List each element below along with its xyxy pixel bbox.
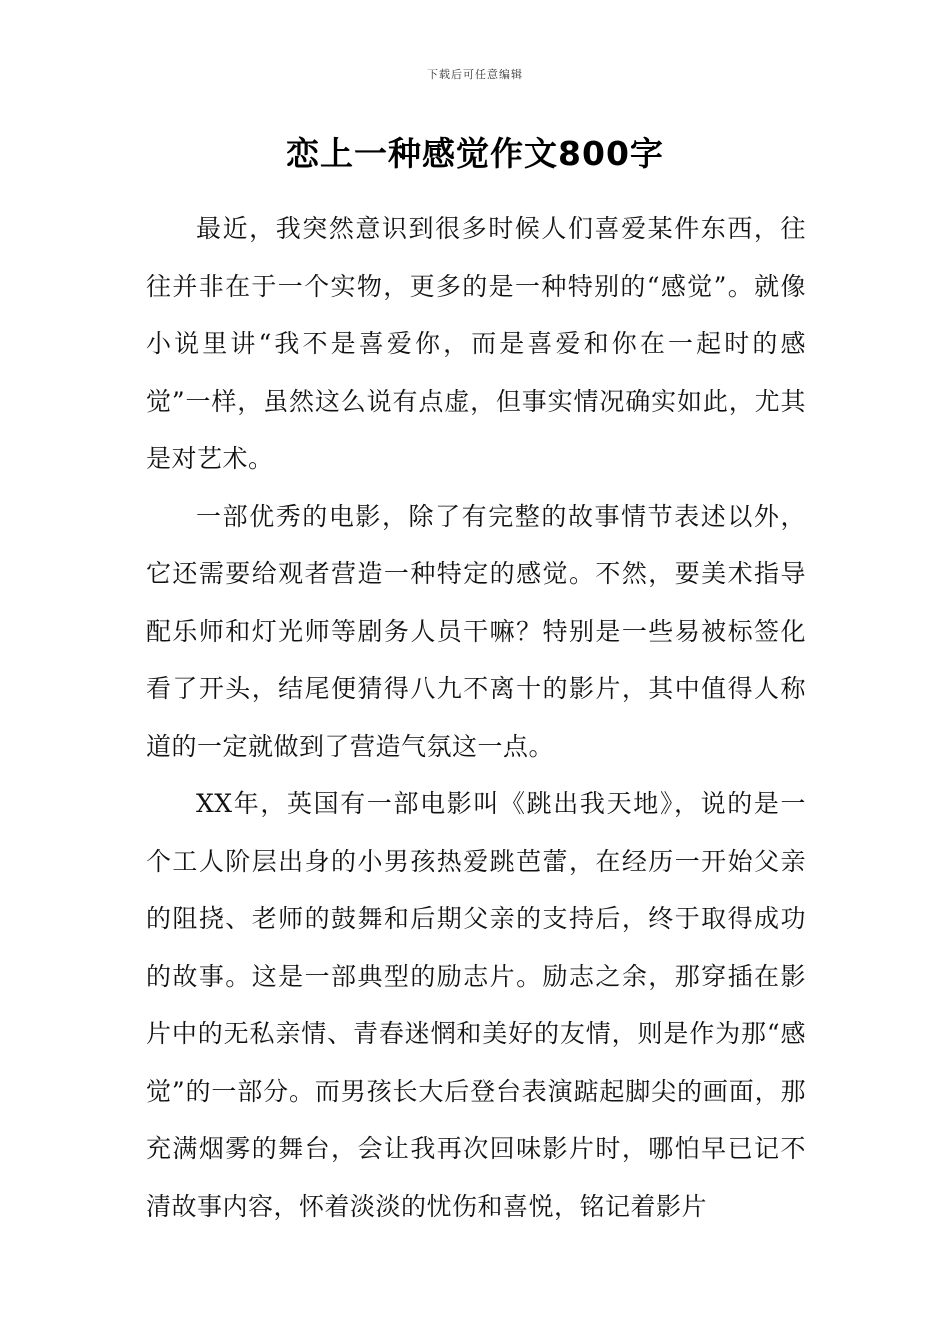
document-body <box>146 200 806 1235</box>
header-note: 下载后可任意编辑 <box>427 68 523 81</box>
paragraph: XX年，英国有一部电影叫《跳出我天地》，说的是一个工人阶层出身的小男孩热爱跳芭蕾，在经历一开始父亲的阻挠、老师的鼓舞和后期父亲的支持后，终于取得成功的故事。这是一部典型的励志片。励志之余，那穿插在影片中的无私亲情、青春迷惘和美好的友情，则是作为那“感觉”的一部分。而男孩长大后登台表演踮起脚尖的画面，那充满烟雾的舞台，会让我再次回味影片时，哪怕早已记不清故事内容，怀着淡淡的忧伤和喜悦，铭记着影片 <box>146 789 806 1221</box>
paragraph: 最近，我突然意识到很多时候人们喜爱某件东西，往往并非在于一个实物，更多的是一种特别的“感觉”。就像小说里讲“我不是喜爱你，而是喜爱和你在一起时的感觉”一样，虽然这么说有点虚，但事实情况确实如此，尤其是对艺术。 <box>146 214 806 473</box>
document-title: 恋上一种感觉作文800字 <box>286 134 664 173</box>
paragraph: 一部优秀的电影，除了有完整的故事情节表述以外，它还需要给观者营造一种特定的感觉。不然，要美术指导配乐师和灯光师等剧务人员干嘛？特别是一些易被标签化看了开头，结尾便猜得八九不离十的影片，其中值得人称道的一定就做到了营造气氛这一点。 <box>146 501 806 761</box>
